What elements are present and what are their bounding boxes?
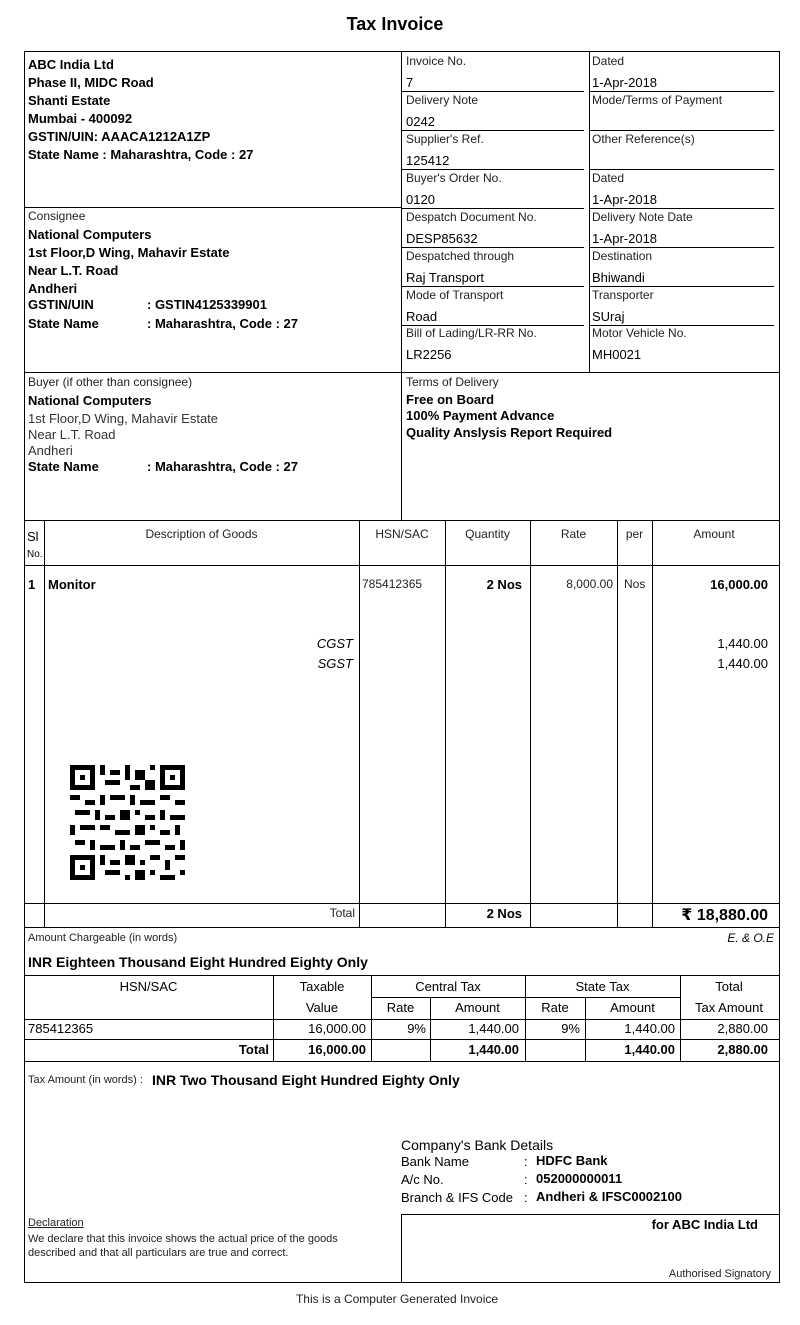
buyer-heading: Buyer (if other than consignee) <box>28 375 193 389</box>
tax-col-taxable: Taxable <box>299 979 345 994</box>
meta-value: MH0021 <box>592 347 642 362</box>
bank-heading: Company's Bank Details <box>401 1137 554 1153</box>
meta-label: Supplier's Ref. <box>406 132 484 146</box>
col-header-rate: Rate <box>560 527 587 541</box>
col-header-quantity: Quantity <box>465 527 510 541</box>
bank-label: A/c No. <box>401 1172 444 1187</box>
consignee-name: National Computers <box>28 227 152 242</box>
page-title: Tax Invoice <box>346 14 444 34</box>
tax-cgst-label: CGST <box>316 636 353 651</box>
tax-row-hsn: 785412365 <box>28 1021 94 1036</box>
meta-value: 7 <box>406 75 414 90</box>
meta-label: Delivery Note <box>406 93 479 107</box>
tax-total-central: 1,440.00 <box>468 1042 519 1057</box>
tax-col-taxable: Value <box>305 1000 339 1015</box>
consignee-address: Near L.T. Road <box>28 263 119 278</box>
tax-row-total: 2,880.00 <box>717 1021 768 1036</box>
tax-cgst-amount: 1,440.00 <box>717 636 768 651</box>
consignee-address: 1st Floor,D Wing, Mahavir Estate <box>28 245 230 260</box>
col-header-amount: Amount <box>693 527 735 541</box>
terms-line: 100% Payment Advance <box>406 408 555 423</box>
seller-address: Shanti Estate <box>28 93 111 108</box>
footer-note: This is a Computer Generated Invoice <box>295 1292 499 1306</box>
declaration-heading: Declaration <box>28 1217 84 1229</box>
terms-line: Free on Board <box>406 392 495 407</box>
tax-row-state-rate: 9% <box>561 1021 580 1036</box>
tax-sgst-amount: 1,440.00 <box>717 656 768 671</box>
total-quantity: 2 Nos <box>486 906 522 921</box>
meta-label: Despatch Document No. <box>406 210 537 224</box>
meta-value: Bhiwandi <box>592 270 645 285</box>
meta-label: Despatched through <box>406 249 515 263</box>
seller-address: Mumbai - 400092 <box>28 111 133 126</box>
item-description: Monitor <box>48 577 96 592</box>
col-header-hsn: HSN/SAC <box>375 527 429 541</box>
terms-line: Quality Anslysis Report Required <box>406 425 613 440</box>
tax-total-taxable: 16,000.00 <box>308 1042 366 1057</box>
tax-col-state: State Tax <box>575 979 630 994</box>
col-header-description: Description of Goods <box>145 527 258 541</box>
tax-col-state-amount: Amount <box>610 1000 655 1015</box>
tax-col-central-rate: Rate <box>386 1000 415 1015</box>
tax-col-state-rate: Rate <box>541 1000 569 1015</box>
meta-label: Dated <box>592 171 625 185</box>
col-header-sl: Sl <box>27 529 39 544</box>
meta-label: Motor Vehicle No. <box>592 326 687 340</box>
eoe-label: E. & O.E <box>727 931 774 945</box>
consignee-state-value: : Maharashtra, Code : 27 <box>147 316 298 331</box>
tax-total-total: 2,880.00 <box>717 1042 768 1057</box>
bank-value: 052000000011 <box>536 1171 623 1186</box>
meta-label: Bill of Lading/LR-RR No. <box>406 326 537 340</box>
buyer-address: 1st Floor,D Wing, Mahavir Estate <box>28 411 219 426</box>
consignee-state-label: State Name <box>28 316 99 331</box>
tax-col-central-amount: Amount <box>455 1000 500 1015</box>
meta-value: SUraj <box>592 309 625 324</box>
item-per: Nos <box>624 577 646 591</box>
bank-sep: : <box>524 1190 528 1205</box>
bank-sep: : <box>524 1172 528 1187</box>
seller-name: ABC India Ltd <box>28 57 114 72</box>
buyer-name: National Computers <box>28 393 152 408</box>
buyer-state-label: State Name <box>28 459 99 474</box>
qr-code-image <box>70 765 185 880</box>
meta-value: Raj Transport <box>406 270 485 285</box>
consignee-address: Andheri <box>28 281 78 296</box>
meta-label: Invoice No. <box>406 54 467 68</box>
item-quantity: 2 Nos <box>486 577 522 592</box>
item-hsn: 785412365 <box>362 577 423 591</box>
seller-address: Phase II, MIDC Road <box>28 75 154 90</box>
col-header-per: per <box>625 527 644 541</box>
consignee-gstin-label: GSTIN/UIN <box>28 297 94 312</box>
signature-label: Authorised Signatory <box>668 1268 771 1280</box>
bank-sep: : <box>524 1154 528 1169</box>
meta-label: Destination <box>592 249 653 263</box>
declaration-text: described and that all particulars are true and correct. <box>28 1247 289 1259</box>
meta-value: LR2256 <box>406 347 452 362</box>
total-label: Total <box>329 906 355 920</box>
bank-label: Bank Name <box>401 1154 469 1169</box>
meta-value: 1-Apr-2018 <box>592 75 658 90</box>
tax-total-label: Total <box>238 1042 269 1057</box>
meta-label: Other Reference(s) <box>592 132 695 146</box>
meta-label: Dated <box>592 54 625 68</box>
buyer-state-value: : Maharashtra, Code : 27 <box>147 459 298 474</box>
meta-value: 125412 <box>406 153 450 168</box>
meta-label: Mode/Terms of Payment <box>592 93 723 107</box>
declaration-text: We declare that this invoice shows the actual price of the goods <box>28 1233 338 1245</box>
tax-col-total: Tax Amount <box>695 1000 763 1015</box>
meta-label: Delivery Note Date <box>592 210 693 224</box>
meta-value: 1-Apr-2018 <box>592 192 658 207</box>
item-rate: 8,000.00 <box>566 577 613 591</box>
consignee-heading: Consignee <box>28 209 86 223</box>
amount-words-label: Amount Chargeable (in words) <box>28 932 178 944</box>
amount-words-value: INR Eighteen Thousand Eight Hundred Eighty Only <box>28 954 368 970</box>
tax-sgst-label: SGST <box>317 656 353 671</box>
tax-row-central-rate: 9% <box>407 1021 426 1036</box>
tax-total-state: 1,440.00 <box>624 1042 675 1057</box>
consignee-gstin-value: : GSTIN4125339901 <box>147 297 267 312</box>
bank-value: Andheri & IFSC0002100 <box>536 1189 682 1204</box>
bank-label: Branch & IFS Code <box>401 1190 513 1205</box>
tax-row-taxable: 16,000.00 <box>308 1021 366 1036</box>
item-amount: 16,000.00 <box>710 577 768 592</box>
meta-value: DESP85632 <box>406 231 478 246</box>
col-header-no: No. <box>27 549 43 560</box>
tax-words-label: Tax Amount (in words) : <box>28 1074 143 1086</box>
signature-company: for ABC India Ltd <box>651 1217 758 1232</box>
meta-value: 1-Apr-2018 <box>592 231 658 246</box>
tax-col-total: Total <box>715 979 743 994</box>
tax-row-central-amount: 1,440.00 <box>468 1021 519 1036</box>
meta-value: 0120 <box>406 192 435 207</box>
meta-value: 0242 <box>406 114 435 129</box>
terms-heading: Terms of Delivery <box>406 375 499 389</box>
meta-label: Mode of Transport <box>406 288 504 302</box>
meta-value: Road <box>406 309 438 324</box>
tax-words-value: INR Two Thousand Eight Hundred Eighty Only <box>152 1072 460 1088</box>
seller-state: State Name : Maharashtra, Code : 27 <box>28 147 254 162</box>
tax-col-central: Central Tax <box>415 979 481 994</box>
meta-label: Transporter <box>592 288 654 302</box>
tax-row-state-amount: 1,440.00 <box>624 1021 675 1036</box>
tax-col-hsn: HSN/SAC <box>119 979 178 994</box>
total-amount: ₹ 18,880.00 <box>681 907 768 924</box>
item-sl: 1 <box>28 577 36 592</box>
buyer-address: Near L.T. Road <box>28 427 116 442</box>
buyer-address: Andheri <box>28 443 73 458</box>
seller-gstin: GSTIN/UIN: AAACA1212A1ZP <box>28 129 211 144</box>
bank-value: HDFC Bank <box>536 1153 608 1168</box>
meta-label: Buyer's Order No. <box>406 171 502 185</box>
